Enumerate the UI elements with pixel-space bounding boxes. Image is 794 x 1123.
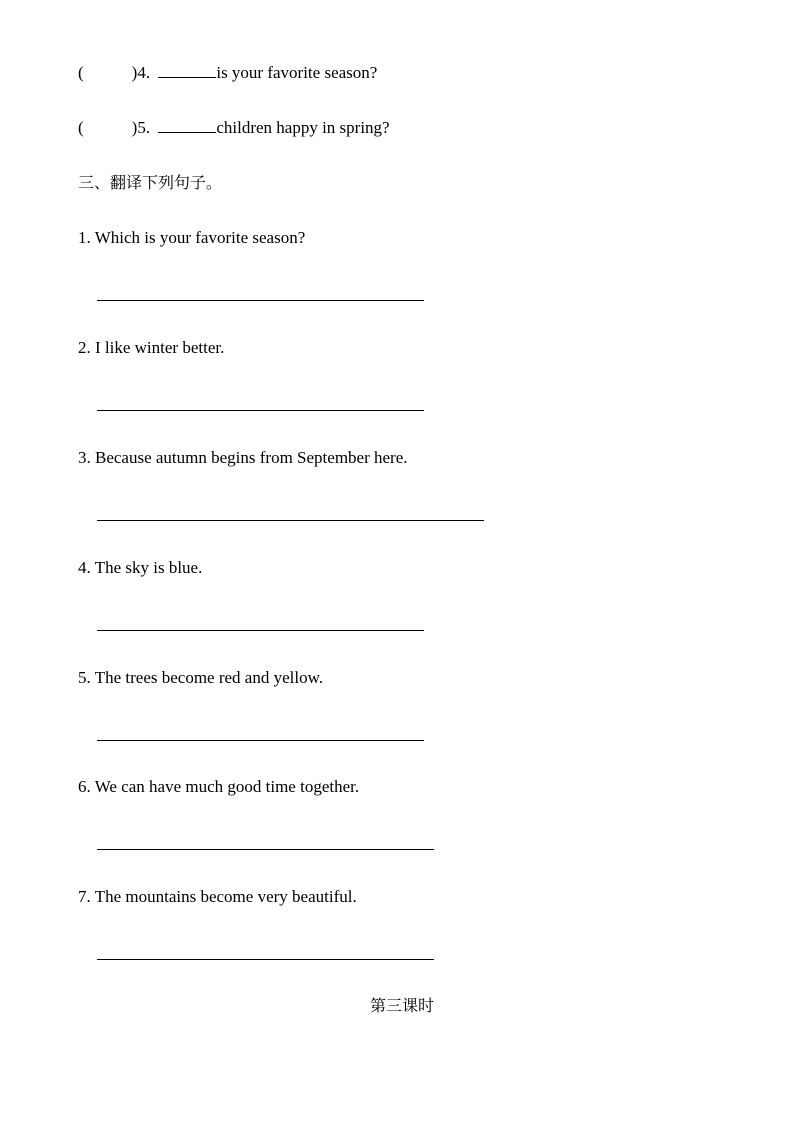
item-number: 4.: [78, 558, 91, 577]
question-number: 4.: [137, 63, 151, 82]
item-text: I like winter better.: [95, 338, 225, 357]
question-number: 5.: [137, 118, 151, 137]
paren-close: ): [131, 118, 138, 137]
answer-line-5: [97, 740, 424, 741]
translation-item-7: [78, 887, 357, 907]
answer-line-1: [97, 300, 424, 301]
item-text: Which is your favorite season?: [94, 228, 306, 247]
item-number: 5.: [78, 668, 91, 687]
translation-item-4: [78, 558, 202, 578]
translation-item-5: [78, 668, 323, 688]
item-text: Because autumn begins from September here.: [95, 448, 408, 467]
translation-item-6: [78, 777, 359, 797]
answer-line-4: [97, 630, 424, 631]
lesson-heading: 第三课时: [370, 996, 435, 1015]
paren-open: (: [78, 63, 84, 82]
paren-close: ): [131, 63, 138, 82]
question-text: is your favorite season?: [216, 63, 378, 82]
answer-line-7: [97, 959, 434, 960]
translation-item-3: [78, 448, 408, 468]
item-text: We can have much good time together.: [94, 777, 360, 796]
item-text: The sky is blue.: [94, 558, 203, 577]
paren-open: (: [78, 118, 84, 137]
question-text: children happy in spring?: [216, 118, 390, 137]
fill-blank: [158, 63, 216, 78]
choice-question-5: [78, 118, 390, 138]
item-number: 1.: [78, 228, 91, 247]
translation-item-1: [78, 228, 305, 248]
section-title: 三、翻译下列句子。: [78, 173, 223, 192]
item-number: 3.: [78, 448, 91, 467]
answer-line-2: [97, 410, 424, 411]
answer-line-3: [97, 520, 484, 521]
item-text: The trees become red and yellow.: [94, 668, 323, 687]
item-number: 7.: [78, 887, 91, 906]
choice-question-4: [78, 63, 377, 83]
fill-blank: [158, 118, 216, 133]
item-text: The mountains become very beautiful.: [94, 887, 357, 906]
item-number: 2.: [78, 338, 91, 357]
item-number: 6.: [78, 777, 91, 796]
answer-line-6: [97, 849, 434, 850]
translation-item-2: [78, 338, 224, 358]
